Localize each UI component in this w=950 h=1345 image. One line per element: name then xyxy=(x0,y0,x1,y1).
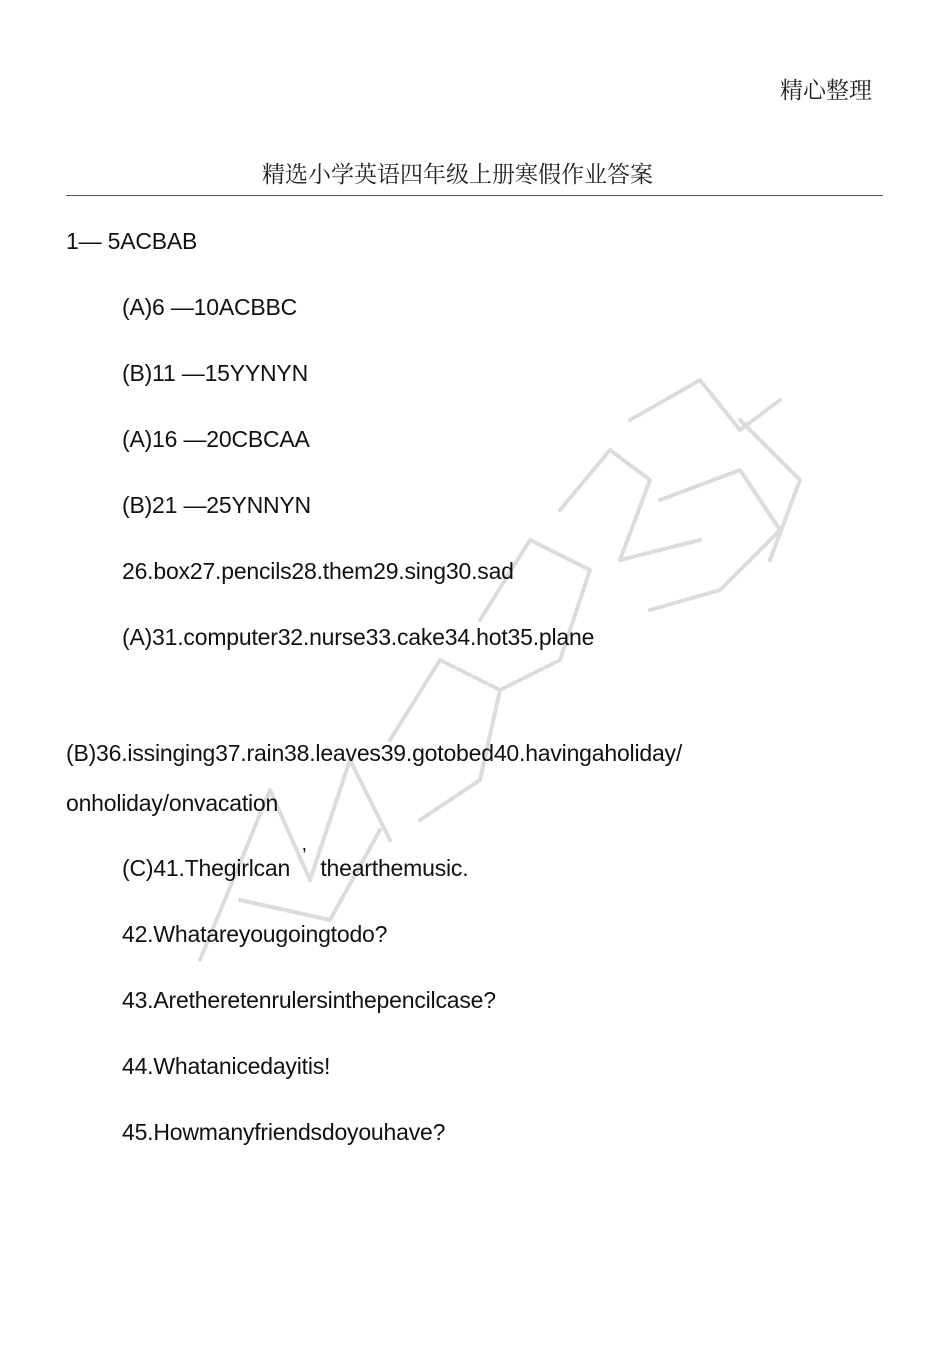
answer-line-5 xyxy=(122,492,311,519)
answer-2-rest: 10ACBBC xyxy=(193,294,298,320)
answer-line-8: (B)36.issinging37.rain38.leaves39.gotobed40.havingaholiday/ xyxy=(66,740,683,766)
answer-line-6: 26.box27.pencils28.them29.sing30.sad xyxy=(122,558,514,584)
answer-3-part: (B)11 xyxy=(122,360,176,386)
title-divider xyxy=(66,195,883,196)
document-title: 精选小学英语四年级上册寒假作业答案 xyxy=(262,162,653,188)
answer-3-dash: — xyxy=(181,360,205,386)
answer-line-2 xyxy=(122,294,297,321)
answer-5-part: (B)21 xyxy=(122,492,178,518)
answer-line-12: 43.Aretheretenrulersinthepencilcase? xyxy=(122,987,496,1013)
answer-10-before: (C)41.Thegirlcan xyxy=(122,855,291,881)
answer-3-rest: 15YYNYN xyxy=(204,360,308,386)
apostrophe-mark: ’ xyxy=(302,845,307,867)
answer-line-9: onholiday/onvacation xyxy=(66,790,279,816)
answer-5-rest: 25YNNYN xyxy=(206,492,311,518)
answer-line-3 xyxy=(122,360,308,387)
answer-1-start: 1 xyxy=(66,228,79,254)
header-note: 精心整理 xyxy=(780,78,872,104)
answer-line-10 xyxy=(122,845,469,882)
answer-line-1 xyxy=(66,228,197,255)
answer-4-dash: — xyxy=(183,426,207,452)
answer-line-13: 44.Whatanicedayitis! xyxy=(122,1053,331,1079)
answer-4-part: (A)16 xyxy=(122,426,178,452)
answer-2-part: (A)6 xyxy=(122,294,165,320)
answer-2-dash: — xyxy=(170,294,194,320)
watermark-graphic xyxy=(180,360,820,980)
answer-4-rest: 20CBCAA xyxy=(206,426,310,452)
answer-line-7: (A)31.computer32.nurse33.cake34.hot35.plane xyxy=(122,624,595,650)
answer-line-11: 42.Whatareyougoingtodo? xyxy=(122,921,388,947)
answer-5-dash: — xyxy=(183,492,207,518)
answer-10-after: thearthemusic. xyxy=(320,855,469,881)
answer-1-rest: 5ACBAB xyxy=(107,228,198,254)
answer-1-dash: — xyxy=(78,228,102,254)
answer-line-4 xyxy=(122,426,310,453)
answer-line-14: 45.Howmanyfriendsdoyouhave? xyxy=(122,1119,446,1145)
